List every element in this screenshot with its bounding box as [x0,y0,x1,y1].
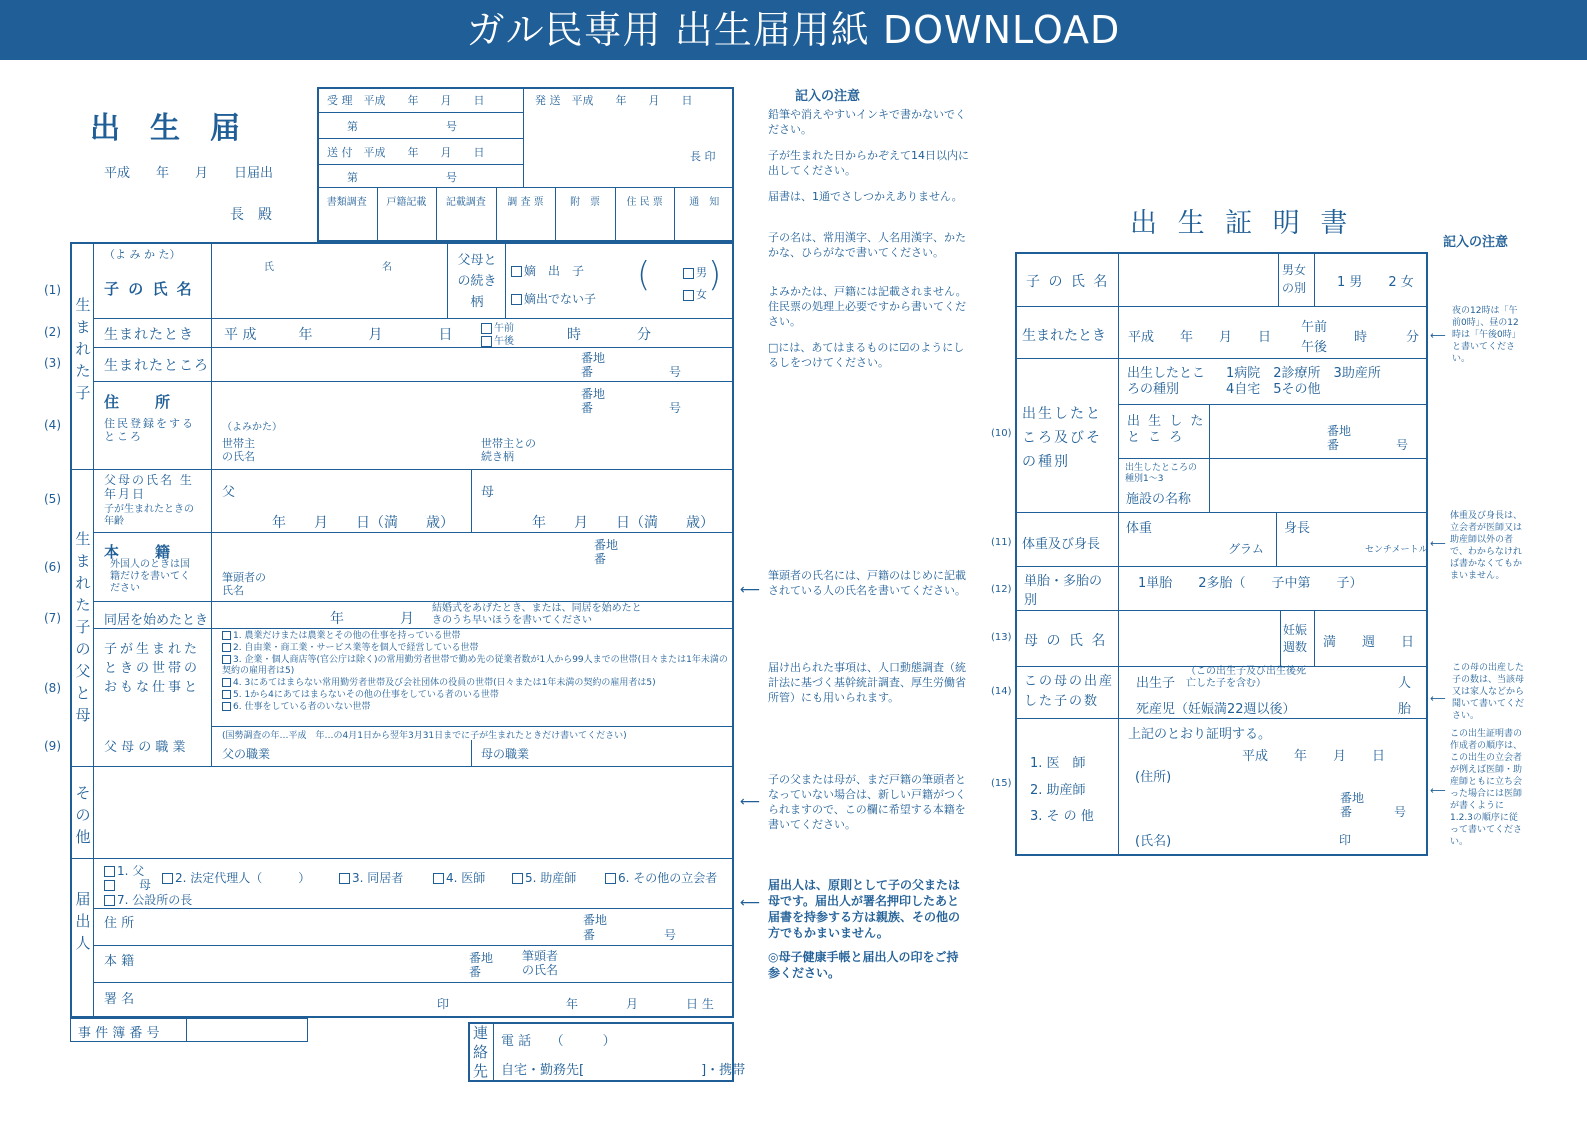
notifier-hittousha-label: 筆頭者の氏名 [522,949,559,977]
pm-checkbox[interactable]: 午後 [481,332,514,347]
yomikata-label: （よ み か た） [104,248,181,261]
office-cell-divider [615,187,616,242]
cert-birth-time-label: 生まれたとき [1022,328,1106,344]
side-label-child: 生まれた子 [75,296,91,402]
notifier-facility-head-checkbox[interactable]: 7. 公設所の長 [104,891,192,908]
soufu-field: 送 付 平成 年 月 日 [327,146,485,159]
birth-time-label: 生まれたとき [104,327,194,343]
phone-field[interactable]: 電 話 （ ） [501,1034,616,1049]
row-number: (4) [44,418,61,432]
household-work-option[interactable]: 2. 自由業・商工業・サービス業等を個人で経営している世帯 [222,643,730,654]
yomikata-small: （よみかた） [222,422,282,433]
cert-am[interactable]: 午前 [1301,320,1328,335]
gou-label: 号 [664,928,677,942]
row-number: (2) [44,325,61,339]
note-hittousha: 筆頭者の氏名には、戸籍のはじめに記載されている人の氏名を書いてください。 [768,569,966,597]
children-count-label: この母の出産した子の数 [1024,674,1115,709]
certify-text: 上記のとおり証明する。 [1128,727,1272,742]
ban-label: 番 [581,401,594,415]
download-banner: ガル民専用 出生届用紙 DOWNLOAD [0,0,1587,60]
notes-heading: 記入の注意 [795,89,861,104]
census-note: (国勢調査の年…平成 年…の4月1日から翌年3月31日までに子が生まれたときだけ書いてください) [222,731,627,741]
notifier-birthdate[interactable]: 年 月 日 生 [566,997,714,1011]
cert-pm[interactable]: 午後 [1301,340,1328,355]
office-cell-label: 戸籍記載 [386,197,427,208]
certifier-doctor[interactable]: 1. 医 師 [1030,756,1086,771]
sex-label: 男女の別 [1282,263,1307,295]
office-cell-divider [555,187,556,242]
office-cell-label: 書類調査 [326,197,367,208]
relation-label: 父母との続き柄 [457,253,497,310]
multi-birth-options[interactable]: 1単胎 2多胎（ 子中第 子） [1138,576,1363,591]
ban-label: 番 [581,365,594,379]
household-work-option[interactable]: 3. 企業・個人商店等(官公庁は除く)の常用勤労者世帯で勤め先の従業者数が1人から99人までの世帯(日々または1年未満の契約の雇用者は5) [222,655,728,676]
gou-label: 号 [669,401,682,415]
certifier-address-label: (住所) [1135,770,1172,785]
householder-label: 世帯主の氏名 [222,437,255,463]
row-number: (8) [44,681,61,695]
office-cell-divider [377,187,378,242]
household-work-option[interactable]: 1. 農業だけまたは農業とその他の仕事を持っている世帯 [222,631,730,642]
parents-age-sub: 子が生まれたときの年齢 [104,504,194,527]
cm-unit: センチメートル [1365,545,1428,555]
place-kind-label: 出生したところ及びその種別 [1022,406,1102,470]
certifier-midwife[interactable]: 2. 助産師 [1030,783,1086,798]
cohabitation-label: 同居を始めたとき [104,613,209,628]
household-work-label: 子が生まれたときの世帯のおもな仕事と [104,642,201,695]
facility-sub-label: 出生したところの種別1～3 [1125,463,1198,484]
gou-label: 号 [669,365,682,379]
certificate-notes-heading: 記入の注意 [1443,235,1509,250]
note-checkbox: □には、あてはまるものに☑のようにしるしをつけてください。 [768,341,965,369]
side-label-notifier: 届出人 [75,890,91,952]
note-statistics: 届け出られた事項は、人口動態調査（統計法に基づく基幹統計調査、厚生労働省所管）にも用いられます。 [768,661,966,704]
cert-note-midnight: 夜の12時は「午前0時」、昼の12時は「午後0時」と書いてください。 [1452,306,1521,364]
juri-field: 受 理 平成 年 月 日 [327,94,485,107]
mother-name-label: 母 の 氏 名 [1024,633,1108,649]
gram-unit: グラム [1228,542,1264,556]
office-cell-label: 住 民 票 [626,197,663,208]
note-copies: 届書は、1通でさしつかえありません。 [768,190,963,203]
stillborn-label: 死産児（妊娠満22週以後） [1136,702,1296,717]
certifier-stamp: 印 [1339,833,1352,847]
hour-minute-field[interactable]: 時 分 [567,327,651,343]
birth-place-label: 生まれたところ [104,358,209,374]
am-checkbox[interactable]: 午前 [481,319,514,334]
cert-note-children: この母の出産した子の数は、当該母又は家人などから聞いて書いてください。 [1452,663,1525,721]
cert-note-order: この出生証明書の作成者の順序は、この出生の立会者が例えば医師・助産師ともに立ち会った場合には医師が書くように1.2.3の順序に従って書いてください。 [1450,729,1523,847]
cert-birth-date[interactable]: 平成 年 月 日 [1128,330,1272,345]
honseki-label: 本 籍 [104,543,173,561]
soufu-number: 第 号 [347,171,457,184]
notifier-stamp: 印 [437,997,450,1011]
ban-label: 番 [594,552,607,566]
circle-icon: ◎ [768,950,779,964]
address-sub-label: 住民登録をするところ [104,417,195,443]
household-work-option[interactable]: 5. 1から4にあてはまらないその他の仕事をしている者のいる世帯 [222,690,730,701]
notifier-father-checkbox[interactable]: 1. 父 [104,862,144,879]
notifier-doctor-checkbox[interactable]: 4. 医師 [433,869,485,886]
cert-row-number: (10) [991,428,1012,439]
office-cell-label: 調 査 票 [507,197,544,208]
checkbox-icon[interactable] [222,690,231,699]
ban-label: 番 [583,928,596,942]
banchi-label: 番地 [581,387,606,401]
ban-label: 番 [1327,438,1340,452]
ban-label: 番 [469,965,482,979]
notifier-cohabitant-checkbox[interactable]: 3. 同居者 [339,869,403,886]
arrow-left-icon: ⟵ [1430,537,1446,550]
notifier-other-checkbox[interactable]: 6. その他の立会者 [605,869,717,886]
chouin-field: 長 印 [690,150,716,163]
place-label: 出 生 し た と こ ろ [1127,414,1206,445]
certify-date[interactable]: 平成 年 月 日 [1242,749,1386,764]
notifier-address-label: 住 所 [104,916,135,931]
form-title: 出 生 届 [90,111,240,146]
multi-birth-label: 単胎・多胎の別 [1024,574,1103,608]
checkbox-icon[interactable] [222,655,231,664]
bracket-left: ( [637,255,651,295]
notifier-legal-rep-checkbox[interactable]: 2. 法定代理人（ ） [162,869,310,886]
note-ink: 鉛筆や消えやすいインキで書かないでください。 [768,108,966,136]
given-name-label: 名 [382,262,392,273]
hittousha-label: 筆頭者の氏名 [222,571,266,597]
arrow-left-icon: ⟵ [1430,784,1446,797]
row-number: (3) [44,356,61,370]
sex-options[interactable]: 1 男 2 女 [1337,275,1414,290]
row-number: (1) [44,283,61,297]
juri-number: 第 号 [347,120,457,133]
notifier-mother-checkbox[interactable]: 母 [104,876,151,893]
checkbox-icon[interactable] [222,643,231,652]
notifier-honseki-label: 本 籍 [104,954,135,969]
householder-relation-label: 世帯主との続き柄 [481,437,536,463]
notifier-midwife-checkbox[interactable]: 5. 助産師 [512,869,576,886]
cohabitation-date[interactable]: 年 月 [330,611,414,627]
legit-checkbox[interactable]: 嫡 出 子 [511,262,584,279]
office-cell-label: 通 知 [689,197,720,208]
address-label: 住 所 [104,393,173,411]
banchi-label: 番地 [469,951,494,965]
submission-date: 平成 年 月 日届出 [104,166,274,181]
cohabitation-note: 結婚式をあげたとき、または、同居を始めたときのうち早いほうを書いてください [432,603,642,626]
note-new-registry: 子の父または母が、まだ戸籍の筆頭者となっていない場合は、新しい戸籍がつくられますので、この欄に希望する本籍を書いてください。 [768,773,966,831]
office-cell-divider [496,187,497,242]
height-label: 身長 [1284,521,1311,536]
hassou-field: 発 送 平成 年 月 日 [535,94,693,107]
office-cell-label: 記載調査 [445,197,486,208]
arrow-left-icon: ⟵ [740,895,761,911]
kind-label: 出生したところの種別 [1127,366,1206,397]
row-number: (6) [44,560,61,574]
male-checkbox[interactable]: 男 [683,264,707,280]
weight-label: 体重 [1126,521,1153,536]
office-cell-divider [436,187,437,242]
gou-label: 号 [1394,805,1407,819]
father-label: 父 [222,485,236,500]
banchi-label: 番地 [581,351,606,365]
office-cell-label: 附 票 [570,197,601,208]
tai-unit: 胎 [1398,702,1412,717]
birth-date-field[interactable]: 平 成 年 月 日 [224,327,453,343]
weight-height-label: 体重及び身長 [1022,537,1101,552]
checkbox-icon[interactable] [222,678,231,687]
arrow-left-icon: ⟵ [1430,329,1446,342]
ban-label: 番 [1340,805,1353,819]
born-children-label: 出生子 [1136,676,1176,691]
mother-occupation-label: 母の職業 [481,747,530,761]
cert-row-number: (14) [991,686,1012,697]
note-name-chars: 子の名は、常用漢字、人名用漢字、かたかな、ひらがなで書いてください。 [768,231,966,259]
arrow-left-icon: ⟵ [1430,692,1446,705]
side-label-parents: 生まれた子の父と母 [75,530,91,724]
addressee: 長 殿 [230,207,272,223]
gou-label: 号 [1396,438,1409,452]
cert-hour-minute[interactable]: 時 分 [1354,330,1420,345]
note-bring-items: ◎母子健康手帳と届出人の印をご持参ください。 [768,950,959,980]
note-deadline: 子が生まれた日からかぞえて14日以内に出してください。 [768,149,969,177]
notifier-sign-label: 署 名 [104,992,135,1007]
banchi-label: 番地 [1327,424,1352,438]
cert-row-number: (11) [991,537,1012,548]
nonlegit-checkbox[interactable]: 嫡出でない子 [511,290,596,307]
arrow-left-icon: ⟵ [740,582,761,598]
certifier-other[interactable]: 3. そ の 他 [1030,809,1094,824]
household-work-option[interactable]: 6. 仕事をしている者のいない世帯 [222,702,730,713]
note-notifier: 届出人は、原則として子の父または母です。届出人が署名押印したあと届書を持参する方は親族、その他の方でもかまいません。 [768,878,961,940]
checkbox-icon[interactable] [222,702,231,711]
checkbox-icon[interactable] [222,631,231,640]
gestation-value[interactable]: 満 週 日 [1323,635,1415,650]
mother-label: 母 [481,485,495,500]
cert-child-name-label: 子 の 氏 名 [1026,274,1110,290]
certifier-name-label: (氏名) [1135,834,1172,849]
banchi-label: 番地 [583,913,608,927]
row-number: (7) [44,611,61,625]
born-children-sub: （この出生子及び出生後死亡した子を含む） [1186,666,1306,689]
cert-row-number: (15) [991,778,1012,789]
female-checkbox[interactable]: 女 [683,286,707,302]
gestation-label: 妊娠週数 [1283,623,1308,654]
side-label-other: その他 [75,784,91,846]
office-cell-divider [674,187,675,242]
household-work-option[interactable]: 4. 3にあてはまらない常用勤労者世帯及び会社団体の役員の世帯(日々または1年未満の契約の雇用者は5) [222,678,730,689]
banchi-label: 番地 [594,538,619,552]
note-reading: よみかたは、戸籍には記載されません。住民票の処理上必要ですから書いてください。 [768,285,967,328]
certificate-title: 出 生 証 明 書 [1130,208,1354,239]
bracket-right: ) [708,255,722,295]
arrow-left-icon: ⟵ [740,794,761,810]
parents-name-label: 父母の氏名 生年月日 [104,473,194,501]
father-birthdate[interactable]: 年 月 日（満 歳） [272,515,454,531]
cert-note-weight: 体重及び身長は、立会者が医師又は助産師以外の者で、わからなければ書かなくてもかまいません。 [1450,511,1523,581]
banchi-label: 番地 [1340,791,1365,805]
contact-where-field[interactable]: 自宅・勤務先[ ]・携帯 [501,1063,746,1078]
child-name-label: 子 の 氏 名 [104,280,194,298]
surname-label: 氏 [264,262,274,273]
honseki-sub-label: 外国人のときは国籍だけを書いてください [110,559,190,594]
mother-birthdate[interactable]: 年 月 日（満 歳） [532,515,714,531]
row-number: (9) [44,739,61,753]
facility-label: 施設の名称 [1126,492,1192,507]
row-number: (5) [44,492,61,506]
household-work-options [222,631,730,714]
kind-options[interactable]: 1病院 2診療所 3助産所 4自宅 5その他 [1226,366,1381,397]
contact-label: 連絡先 [473,1024,489,1080]
occupation-label: 父 母 の 職 業 [104,740,186,755]
case-number-label: 事 件 簿 番 号 [78,1026,160,1041]
nin-unit: 人 [1398,676,1412,691]
cert-row-number: (13) [991,632,1012,643]
cert-row-number: (12) [991,584,1012,595]
father-occupation-label: 父の職業 [222,747,271,761]
